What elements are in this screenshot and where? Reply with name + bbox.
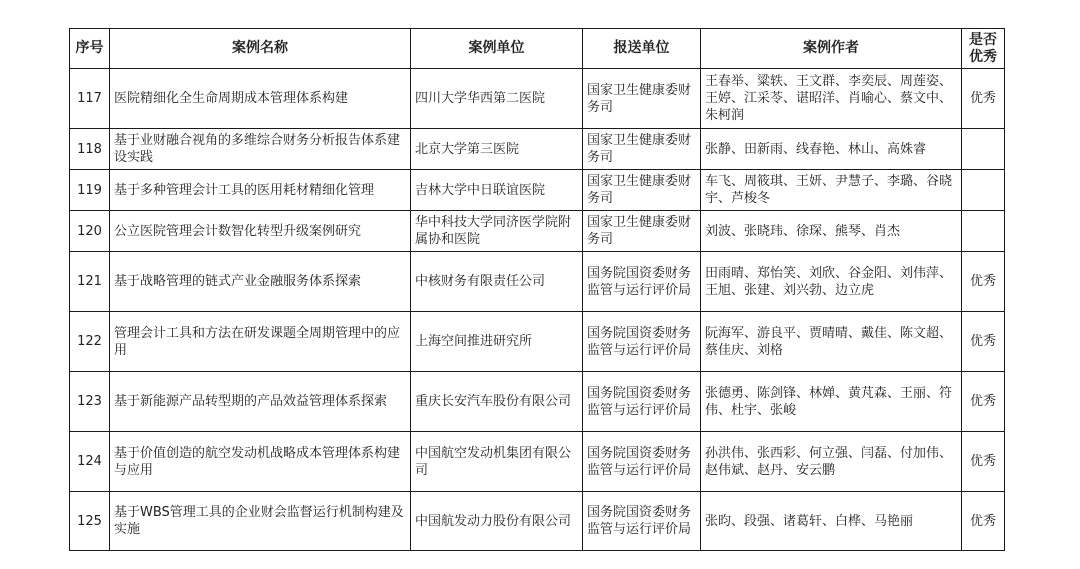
row-case-name: 基于战略管理的链式产业金融服务体系探索	[110, 252, 411, 312]
row-case-name: 基于价值创造的航空发动机战略成本管理体系构建与应用	[110, 432, 411, 492]
row-case-unit: 华中科技大学同济医学院附属协和医院	[411, 211, 583, 252]
row-case-unit: 吉林大学中日联谊医院	[411, 170, 583, 211]
header-case-name: 案例名称	[110, 29, 411, 69]
row-index: 121	[70, 252, 110, 312]
header-excellent-line2: 优秀	[969, 48, 997, 65]
table-row	[70, 129, 1005, 170]
row-index: 117	[70, 69, 110, 129]
row-submitting-unit: 国务院国资委财务监管与运行评价局	[583, 492, 701, 551]
row-case-unit: 中国航空发动机集团有限公司	[411, 432, 583, 492]
row-index: 122	[70, 312, 110, 372]
row-submitting-unit: 国家卫生健康委财务司	[583, 129, 701, 170]
table-row	[70, 312, 1005, 372]
header-index: 序号	[70, 29, 110, 69]
row-authors: 田雨晴、郑怡笑、刘欣、谷金阳、刘伟萍、王旭、张建、刘兴勃、边立虎	[701, 252, 962, 312]
row-authors: 张昀、段强、诸葛轩、白桦、马艳丽	[701, 492, 962, 551]
table-row	[70, 372, 1005, 432]
table-row	[70, 432, 1005, 492]
row-submitting-unit: 国务院国资委财务监管与运行评价局	[583, 312, 701, 372]
row-case-unit: 中核财务有限责任公司	[411, 252, 583, 312]
table-row	[70, 69, 1005, 129]
header-case-unit: 案例单位	[411, 29, 583, 69]
row-authors: 王春举、粱轶、王文群、李奕辰、周莲姿、王婷、江采苓、谌昭洋、肖喻心、蔡文中、朱柯润	[701, 69, 962, 129]
row-case-unit: 北京大学第三医院	[411, 129, 583, 170]
row-index: 123	[70, 372, 110, 432]
row-authors: 张静、田新雨、线春艳、林山、高姝睿	[701, 129, 962, 170]
row-index: 124	[70, 432, 110, 492]
row-case-name: 医院精细化全生命周期成本管理体系构建	[110, 69, 411, 129]
row-submitting-unit: 国家卫生健康委财务司	[583, 170, 701, 211]
header-authors: 案例作者	[701, 29, 962, 69]
table-row	[70, 492, 1005, 551]
row-case-name: 公立医院管理会计数智化转型升级案例研究	[110, 211, 411, 252]
row-index: 120	[70, 211, 110, 252]
row-authors: 车飞、周筱琪、王妍、尹慧子、李璐、谷晓宇、芦梭冬	[701, 170, 962, 211]
table-row	[70, 211, 1005, 252]
row-case-name: 基于业财融合视角的多维综合财务分析报告体系建设实践	[110, 129, 411, 170]
row-case-name: 基于WBS管理工具的企业财会监督运行机制构建及实施	[110, 492, 411, 551]
header-excellent-line1: 是否	[969, 31, 997, 48]
row-excellent	[962, 170, 1005, 211]
row-submitting-unit: 国家卫生健康委财务司	[583, 211, 701, 252]
row-submitting-unit: 国务院国资委财务监管与运行评价局	[583, 432, 701, 492]
row-case-name: 基于新能源产品转型期的产品效益管理体系探索	[110, 372, 411, 432]
row-excellent: 优秀	[962, 372, 1005, 432]
row-submitting-unit: 国务院国资委财务监管与运行评价局	[583, 252, 701, 312]
row-authors: 阮海军、游良平、贾晴晴、戴佳、陈文超、蔡佳庆、刘格	[701, 312, 962, 372]
header-row	[70, 29, 1005, 69]
row-authors: 孙洪伟、张西彩、何立强、闫磊、付加伟、赵伟斌、赵丹、安云鹏	[701, 432, 962, 492]
row-index: 119	[70, 170, 110, 211]
row-authors: 张德勇、陈剑锋、林婵、黄芃森、王丽、符伟、杜宇、张峻	[701, 372, 962, 432]
row-submitting-unit: 国家卫生健康委财务司	[583, 69, 701, 129]
case-table	[69, 28, 1005, 551]
row-index: 118	[70, 129, 110, 170]
table-row	[70, 170, 1005, 211]
header-excellent	[962, 29, 1005, 69]
table-row	[70, 252, 1005, 312]
header-submitting-unit: 报送单位	[583, 29, 701, 69]
row-case-unit: 重庆长安汽车股份有限公司	[411, 372, 583, 432]
row-authors: 刘波、张晓玮、徐琛、熊琴、肖杰	[701, 211, 962, 252]
row-excellent: 优秀	[962, 252, 1005, 312]
row-submitting-unit: 国务院国资委财务监管与运行评价局	[583, 372, 701, 432]
row-case-unit: 中国航发动力股份有限公司	[411, 492, 583, 551]
row-excellent	[962, 211, 1005, 252]
row-case-unit: 上海空间推进研究所	[411, 312, 583, 372]
row-index: 125	[70, 492, 110, 551]
row-excellent: 优秀	[962, 492, 1005, 551]
row-case-name: 基于多种管理会计工具的医用耗材精细化管理	[110, 170, 411, 211]
row-excellent: 优秀	[962, 312, 1005, 372]
row-excellent	[962, 129, 1005, 170]
row-case-unit: 四川大学华西第二医院	[411, 69, 583, 129]
row-excellent: 优秀	[962, 69, 1005, 129]
row-case-name: 管理会计工具和方法在研发课题全周期管理中的应用	[110, 312, 411, 372]
row-excellent: 优秀	[962, 432, 1005, 492]
